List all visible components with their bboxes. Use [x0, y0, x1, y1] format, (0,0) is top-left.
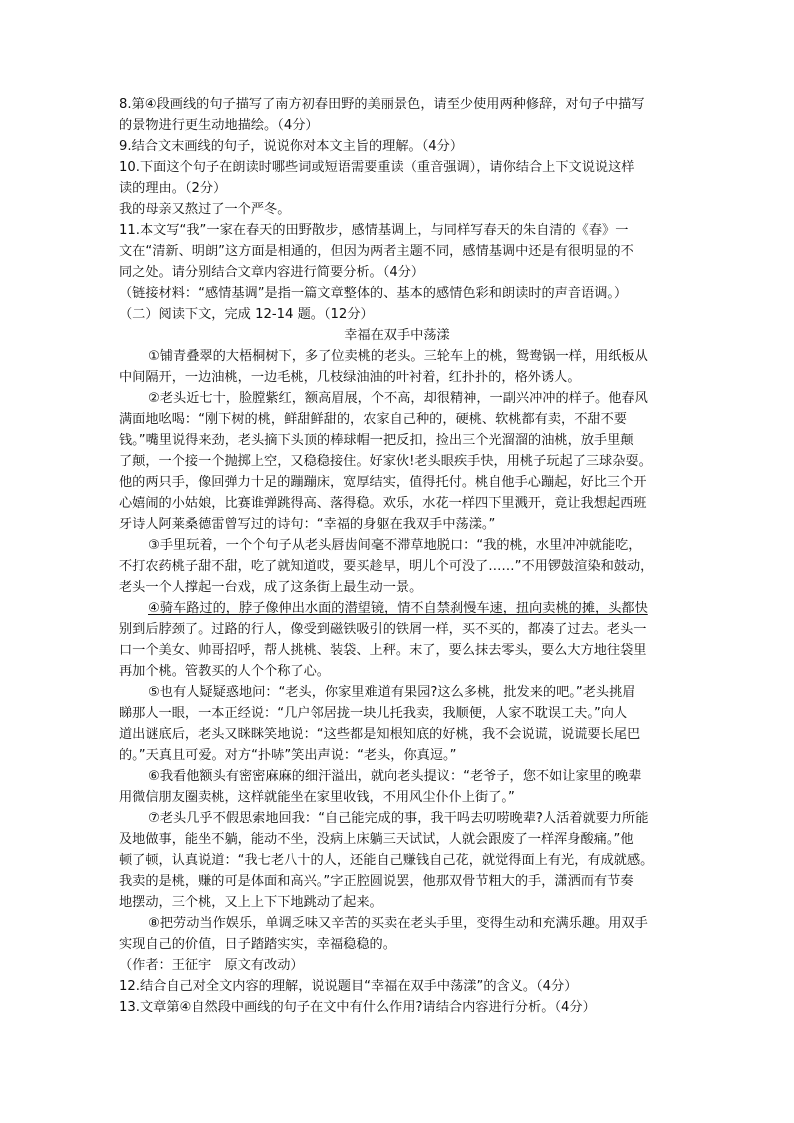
article-line: ①铺青叠翠的大梧桐树下，多了位卖桃的老头。三轮车上的桃，鸳鸯锅一样，用纸板从	[148, 349, 648, 364]
article-line: 顿了顿，认真说道：“我七老八十的人，还能自己赚钱自己花，就觉得面上有光，有成就感。	[119, 853, 654, 868]
question-9: 9.结合文末画线的句子，说说你对本文主旨的理解。（4分）	[119, 139, 464, 154]
article-line: 睇那人一眼，一本正经说：“几户邻居拢一块儿托我卖，我顺便，人家不耽误工夫。”向人	[119, 706, 628, 721]
article-line: ③手里玩着，一个个句子从老头唇齿间毫不滞草地脱口：“我的桃，水里冲冲就能吃，	[148, 538, 642, 553]
article-line: 地摆动，三个桃，又上上下下地跳动了起来。	[119, 895, 383, 910]
article-line: 牙诗人阿莱桑德雷曾写过的诗句：“幸福的身躯在我双手中荡漾。”	[119, 517, 496, 532]
article-line: ⑧把劳动当作娱乐，单调乏味又辛苦的买卖在老头手里，变得生动和充满乐趣。用双手	[148, 916, 648, 931]
underlined-sentence-line-1: ④骑车路过的，脖子像伸出水面的潜望镜，情不自禁刹慢车速，扭向卖桃的摊，头都快	[148, 601, 648, 616]
question-11-line-2: 文在“清新、明朗”这方面是相通的，但因为两者主题不同，感情基调中还是有很明显的不	[119, 244, 634, 259]
question-10-line-2: 读的理由。（2分）	[119, 181, 227, 196]
article-line: 口一个美女、帅哥招呼，帮人挑桃、装袋、上秤。末了，要么抹去零头，要么大方地往袋里	[119, 643, 647, 658]
article-line: 不打农药桃子甜不甜，吃了就知道哎，要买趁早，明儿个可没了……”不用锣鼓渲染和鼓动，	[119, 559, 654, 574]
article-line: 心嬉闹的小姑娘，比赛谁弹跳得高、落得稳。欢乐，水花一样四下里溅开，竟让我想起西班	[119, 496, 647, 511]
article-line: ②老头近七十，脸膛紫红，额高眉展，个不高，却很精神，一副兴冲冲的样子。他春风	[148, 391, 648, 406]
article-line: 实现自己的价值，日子踏踏实实，幸福稳稳的。	[119, 937, 396, 952]
article-line: 用微信朋友圈卖桃，这样就能坐在家里收钱，不用风尘仆仆上街了。”	[119, 790, 515, 805]
author-note: （作者：王征宇 原文有改动）	[119, 958, 304, 973]
article-line: ⑥我看他额头有密密麻麻的细汗溢出，就向老头提议：“老爷子，您不如让家里的晚辈	[148, 769, 642, 784]
article-title: 幸福在双手中荡漾	[344, 328, 450, 343]
section-2-heading: （二）阅读下文，完成 12-14 题。（12分）	[119, 307, 374, 322]
article-line: 了颠，一个接一个抛掷上空，又稳稳接住。好家伙!老头眼疾手快，用桃子玩起了三球杂耍。	[119, 454, 652, 469]
question-10-sentence: 我的母亲又熬过了一个严冬。	[119, 202, 291, 217]
article-line: 别到后脖颈了。过路的行人，像受到磁铁吸引的铁屑一样，买不买的，都凑了过去。老头一	[119, 622, 647, 637]
article-line: 再加个桃。管教买的人个个称了心。	[119, 664, 330, 679]
article-line: ⑦老头几乎不假思索地回我：“自己能完成的事，我干吗去叨唠晚辈?人活着就要力所能	[148, 811, 649, 826]
article-line: 满面地吆喝：“刚下树的桃，鲜甜鲜甜的，农家自己种的，硬桃、软桃都有卖，不甜不要	[119, 412, 627, 427]
link-material-note: （链接材料：“感情基调”是指一篇文章整体的、基本的感情色彩和朗读时的声音语调。）	[119, 286, 628, 301]
article-line: 钱。”嘴里说得来劲，老头摘下头顶的棒球帽一把反扣，捡出三个光溜溜的油桃，放手里颠	[119, 433, 634, 448]
question-8-line-2: 的景物进行更生动地描绘。（4分）	[119, 118, 319, 133]
article-line: 及地做事，能坐不躺，能动不坐，没病上床躺三天试试，人就会跟废了一样浑身酸痛。”他	[119, 832, 634, 847]
article-line: 道出谜底后，老头又眯眯笑地说：“这些都是知根知底的好桃，我不会说谎，说谎要长尾巴	[119, 727, 641, 742]
question-12: 12.结合自己对全文内容的理解，说说题目“幸福在双手中荡漾”的含义。（4分）	[119, 979, 578, 994]
question-10-line-1: 10.下面这个句子在朗读时哪些词或短语需要重读（重音强调），请你结合上下文说说这样	[119, 160, 635, 175]
question-13: 13.文章第④自然段中画线的句子在文中有什么作用?请结合内容进行分析。（4分）	[119, 1000, 596, 1015]
article-line: 中间隔开，一边油桃，一边毛桃，几枝绿油油的叶衬着，红扑扑的，格外诱人。	[119, 370, 581, 385]
article-line: 老头一个人撑起一台戏，成了这条街上最生动一景。	[119, 580, 423, 595]
article-line: 他的两只手，像回弹力十足的蹦蹦床，宽厚结实，值得托付。桃自他手心蹦起，好比三个开	[119, 475, 647, 490]
question-11-line-3: 同之处。请分别结合文章内容进行简要分析。（4分）	[119, 265, 425, 280]
article-line: 我卖的是桃，赚的可是体面和高兴。”字正腔圆说罢，他那双骨节粗大的手，潇洒而有节奏	[119, 874, 634, 889]
article-line: 的。”天真且可爱。对方“扑哧”笑出声说：“老头，你真逗。”	[119, 748, 457, 763]
question-8-line-1: 8.第④段画线的句子描写了南方初春田野的美丽景色，请至少使用两种修辞，对句子中描写	[119, 97, 645, 112]
question-11-line-1: 11.本文写“我”一家在春天的田野散步，感情基调上，与同样写春天的朱自清的《春》一	[119, 223, 629, 238]
article-line: ⑤也有人疑疑惑地问：“老头，你家里难道有果园?这么多桃，批发来的吧。”老头挑眉	[148, 685, 636, 700]
